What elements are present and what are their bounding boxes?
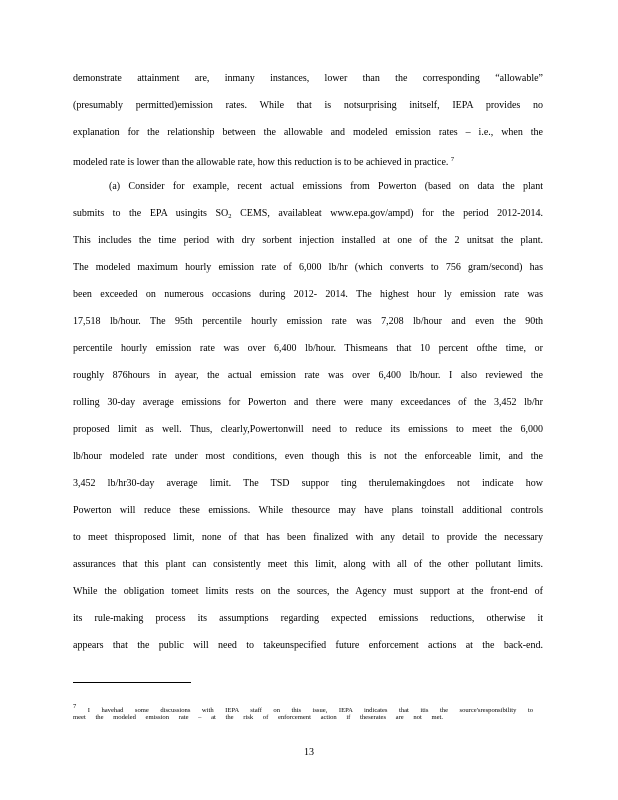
page-number: 13 bbox=[304, 747, 314, 758]
footnote-marker: 7 bbox=[73, 703, 77, 710]
body-line bbox=[73, 154, 543, 169]
body-line: The modeled maximum hourly emission rate of 6,000 lb/hr (which converts to 756 gram/second) has bbox=[73, 262, 543, 273]
body-line-text: CEMS, availableat www.epa.gov/ampd) for the period 2012-2014. bbox=[240, 208, 544, 219]
body-line: 17,518 lb/hour. The 95th percentile hourly emission rate was 7,208 lb/hour and even the 90th bbox=[73, 316, 543, 327]
body-line: to meet thisproposed limit, none of that has been finalized with any detail to provide the necessary bbox=[73, 532, 543, 543]
body-line: demonstrate attainment are, inmany instances, lower than the corresponding “allowable” bbox=[73, 73, 543, 84]
body-line: its rule-making process its assumptions regarding expected emissions reductions, otherwise it bbox=[73, 613, 543, 624]
body-line: lb/hour modeled rate under most conditions, even though this is not the enforceable limit, and the bbox=[73, 451, 543, 462]
body-line: roughly 876hours in ayear, the actual emission rate was over 6,400 lb/hour. I also reviewed the bbox=[73, 370, 543, 381]
footnote-divider bbox=[73, 682, 191, 683]
body-line: (presumably permitted)emission rates. While that is notsurprising initself, IEPA provides no bbox=[73, 100, 543, 111]
body-line: assurances that this plant can consistently meet this limit, along with all of the other pollutant limits. bbox=[73, 559, 543, 570]
body-line: Powerton will reduce these emissions. While thesource may have plans toinstall additional controls bbox=[73, 505, 543, 516]
body-line-text: modeled rate is lower than the allowable rate, how this reduction is to be achieved in practice. bbox=[73, 157, 449, 168]
body-line: appears that the public will need to takeunspecified future enforcement actions at the back-end. bbox=[73, 640, 543, 651]
body-line bbox=[73, 208, 543, 223]
paragraph-first-line: (a) Consider for example, recent actual emissions from Powerton (based on data the plant bbox=[109, 181, 543, 192]
footnote-reference: 7 bbox=[450, 156, 455, 163]
body-line: 3,452 lb/hr30-day average limit. The TSD suppor ting therulemakingdoes not indicate how bbox=[73, 478, 543, 489]
body-line: been exceeded on numerous occasions during 2012- 2014. The highest hour ly emission rate was bbox=[73, 289, 543, 300]
body-line: This includes the time period with dry sorbent injection installed at one of the 2 unitsat the plant. bbox=[73, 235, 543, 246]
body-line: While the obligation tomeet limits rests on the sources, the Agency must support at the front-end of bbox=[73, 586, 543, 597]
footnote-text: I havehad some discussions with IEPA staff on this issue, IEPA indicates that itis the source'sresponsibility to bbox=[87, 707, 533, 714]
body-line: proposed limit as well. Thus, clearly,Powertonwill need to reduce its emissions to meet the 6,000 bbox=[73, 424, 543, 435]
subscript: 2 bbox=[228, 213, 232, 220]
footnote-line: meet the modeled emission rate – at the risk of enforcement action if theserates are not met. bbox=[73, 714, 443, 721]
body-line-text: submits to the EPA usingits SO bbox=[73, 208, 229, 219]
body-line: percentile hourly emission rate was over 6,400 lb/hour. Thismeans that 10 percent ofthe time, or bbox=[73, 343, 543, 354]
body-line: rolling 30-day average emissions for Powerton and there were many exceedances of the 3,452 lb/hr bbox=[73, 397, 543, 408]
body-line: explanation for the relationship between the allowable and modeled emission rates – i.e., when the bbox=[73, 127, 543, 138]
